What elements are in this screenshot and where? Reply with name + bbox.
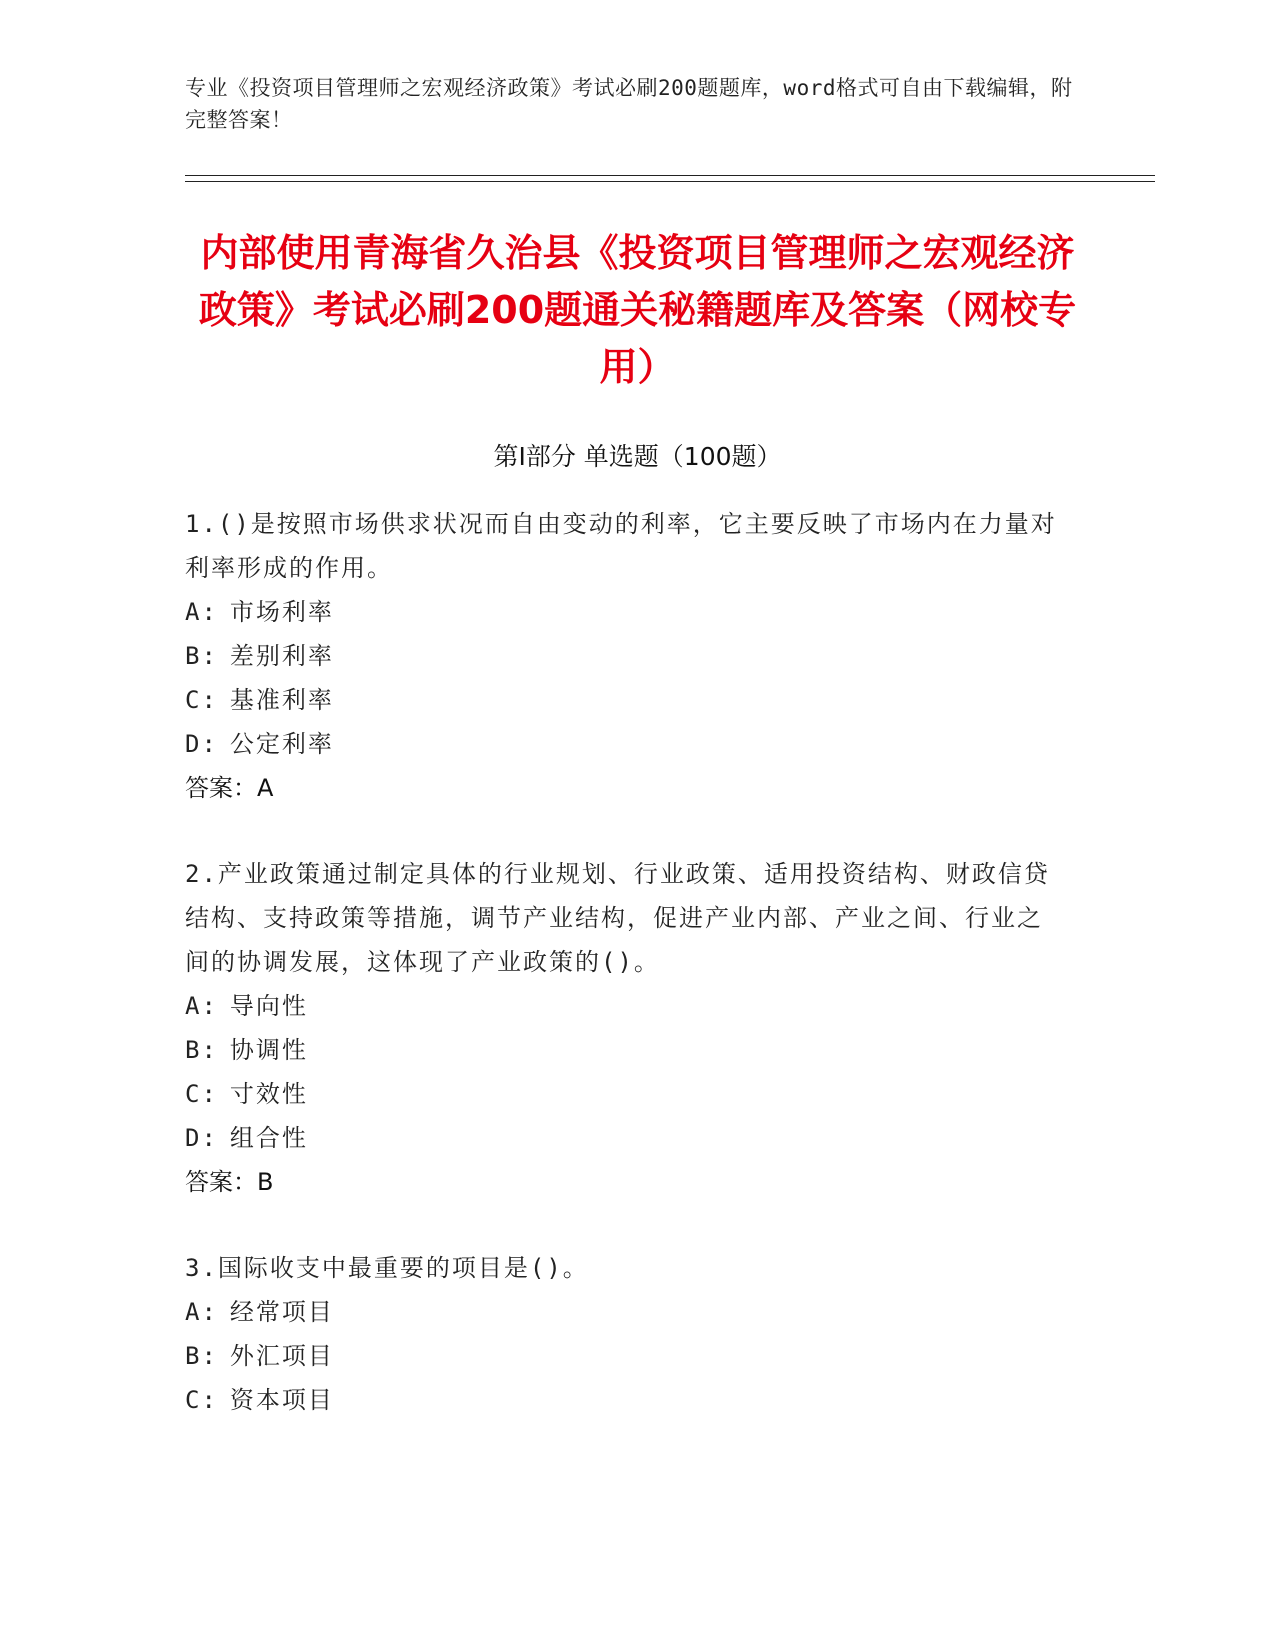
answer-line: 答案：B (185, 1168, 274, 1196)
option-key: A: (185, 598, 218, 626)
option-b (185, 634, 1065, 678)
option-text: 导向性 (229, 992, 308, 1020)
option-text: 基准利率 (229, 686, 334, 714)
option-a (185, 1290, 1065, 1334)
option-key: D: (185, 730, 218, 758)
option-d (185, 1116, 1065, 1160)
header-divider-top (185, 175, 1155, 176)
option-d (185, 722, 1065, 766)
option-text: 组合性 (229, 1124, 308, 1152)
option-key: D: (185, 1124, 218, 1152)
option-key: B: (185, 1342, 218, 1370)
option-key: C: (185, 1080, 218, 1108)
option-text: 市场利率 (229, 598, 334, 626)
option-key: B: (185, 642, 218, 670)
option-key: A: (185, 1298, 218, 1326)
answer-line: 答案：A (185, 774, 274, 802)
option-c (185, 678, 1065, 722)
option-text: 资本项目 (229, 1386, 334, 1414)
document-title: 内部使用青海省久治县《投资项目管理师之宏观经济政策》考试必刷200题通关秘籍题库及答案（网校专用） (198, 231, 1077, 389)
option-text: 差别利率 (229, 642, 334, 670)
option-a (185, 590, 1065, 634)
option-key: C: (185, 1386, 218, 1414)
question-stem: 3.国际收支中最重要的项目是()。 (185, 1254, 589, 1282)
question-stem: 1.()是按照市场供求状况而自由变动的利率，它主要反映了市场内在力量对利率形成的作用。 (185, 510, 1057, 582)
option-text: 公定利率 (229, 730, 334, 758)
option-text: 寸效性 (229, 1080, 308, 1108)
header-divider-bottom (185, 181, 1155, 182)
option-text: 协调性 (229, 1036, 308, 1064)
question-2 (185, 852, 1065, 1204)
option-a (185, 984, 1065, 1028)
option-text: 外汇项目 (229, 1342, 334, 1370)
option-key: B: (185, 1036, 218, 1064)
option-text: 经常项目 (229, 1298, 334, 1326)
option-key: A: (185, 992, 218, 1020)
section-heading: 第I部分 单选题（100题） (493, 442, 782, 471)
option-c (185, 1378, 1065, 1422)
option-c (185, 1072, 1065, 1116)
question-3 (185, 1246, 1065, 1422)
question-stem: 2.产业政策通过制定具体的行业规划、行业政策、适用投资结构、财政信贷结构、支持政策等措施，调节产业结构，促进产业内部、产业之间、行业之间的协调发展，这体现了产业政策的()。 (185, 860, 1050, 976)
question-1 (185, 502, 1065, 810)
header-note: 专业《投资项目管理师之宏观经济政策》考试必刷200题题库，word格式可自由下载编辑，附完整答案！ (185, 76, 1073, 132)
option-key: C: (185, 686, 218, 714)
option-b (185, 1334, 1065, 1378)
option-b (185, 1028, 1065, 1072)
